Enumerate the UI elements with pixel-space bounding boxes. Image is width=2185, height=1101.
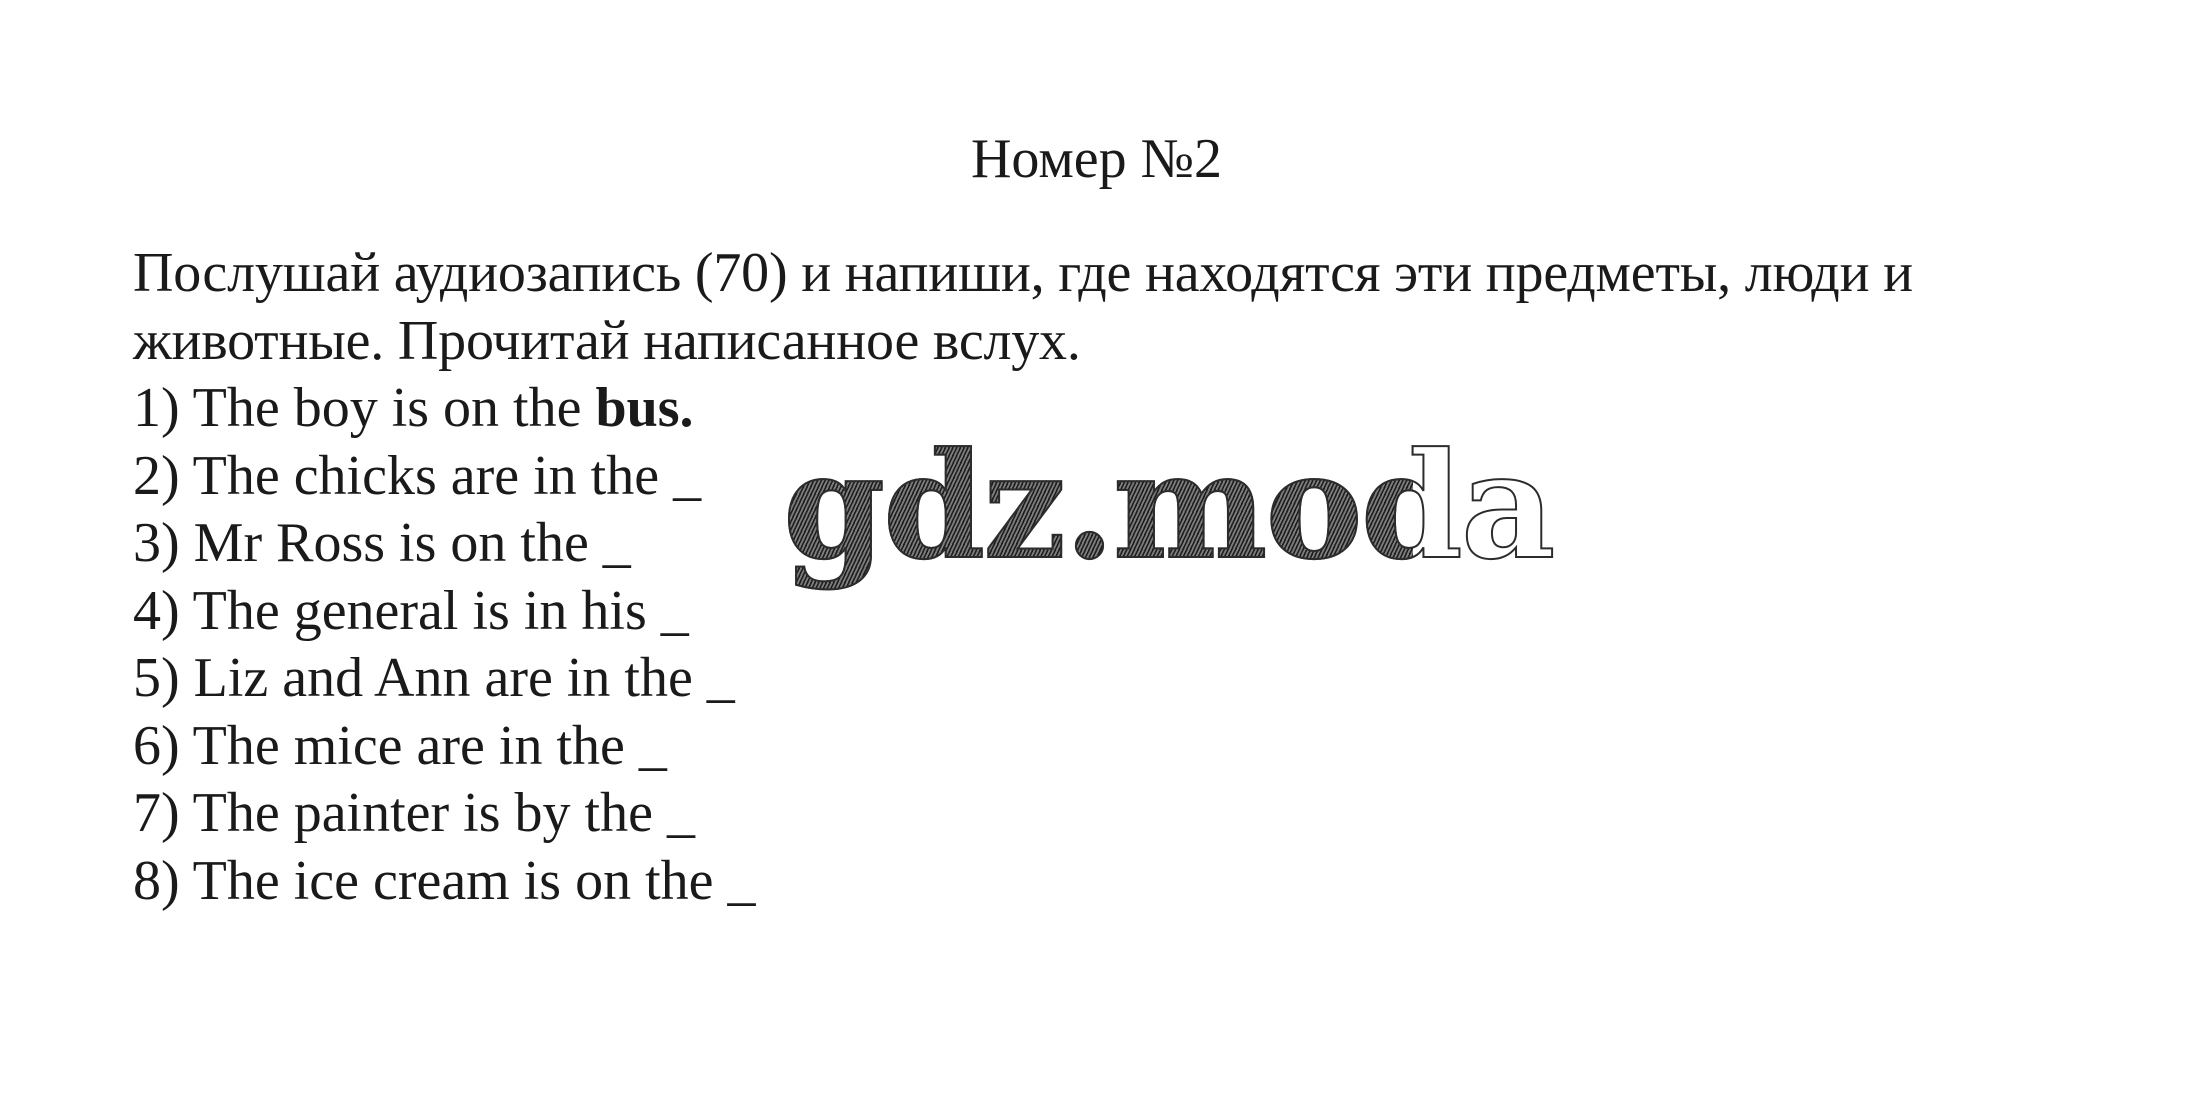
exercise-item-text: 4) The general is in his _ — [133, 579, 689, 642]
exercise-item-text: 5) Liz and Ann are in the _ — [133, 647, 735, 709]
exercise-item-7 — [133, 780, 2093, 848]
exercise-item-text: 8) The ice cream is on the _ — [133, 849, 756, 912]
exercise-item-8 — [133, 848, 2093, 916]
exercise-item-text: 6) The mice are in the _ — [133, 714, 667, 777]
exercise-item-text: 7) The painter is by the _ — [133, 782, 695, 844]
exercise-item-text: 1) The boy is on the — [133, 377, 596, 439]
exercise-instruction: Послушай аудиозапись (70) и напиши, где находятся эти предметы, люди и животные. Прочитай написанное вслух. — [133, 242, 1913, 372]
exercise-item-answer: bus. — [595, 377, 694, 439]
exercise-item-text: 3) Mr Ross is on the _ — [133, 512, 631, 574]
page-title: Номер №2 — [970, 128, 1223, 190]
exercise-item-5 — [133, 645, 2093, 713]
exercise-item-text: 2) The chicks are in the _ — [133, 444, 702, 507]
exercise-item-6 — [133, 713, 2093, 781]
watermark-logo: gdz.moda — [783, 432, 1413, 612]
